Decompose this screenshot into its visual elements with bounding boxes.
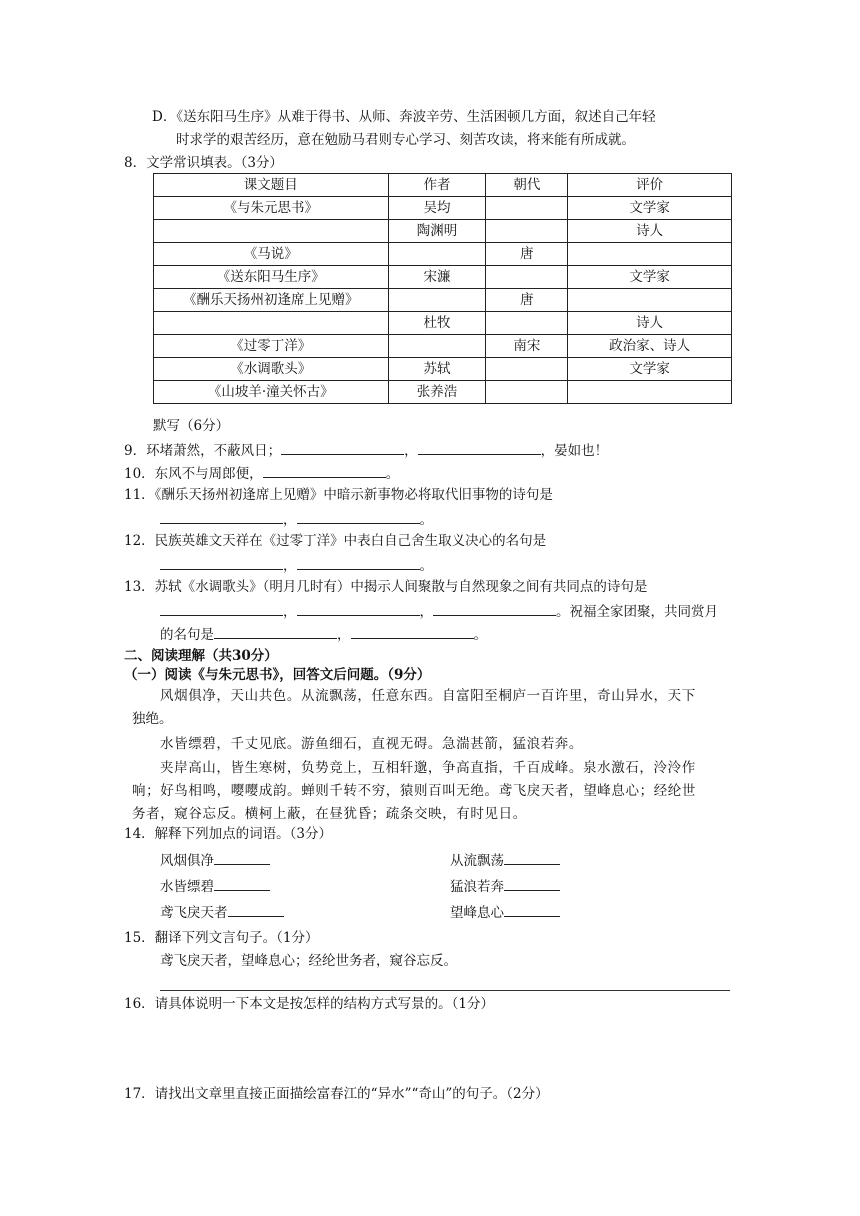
q14-blank-6[interactable] (504, 902, 560, 917)
cell-author: 苏轼 (388, 358, 486, 381)
cell-dynasty: 唐 (486, 243, 568, 266)
cell-author: 宋濂 (388, 266, 486, 289)
q9-comma: ， (404, 443, 418, 459)
q12-text: 12．民族英雄文天祥在《过零丁洋》中表白自己舍生取义决心的名句是 (124, 533, 547, 549)
q12-blank-2[interactable] (297, 555, 420, 570)
cell-evaluation: 文学家 (568, 197, 732, 220)
q13-blank-1[interactable] (160, 601, 283, 616)
cell-author[interactable] (388, 243, 486, 266)
cell-author: 张养浩 (388, 381, 486, 404)
cell-title: 《与朱元思书》 (154, 197, 389, 220)
q14-blank-2[interactable] (504, 850, 560, 865)
cell-evaluation: 文学家 (568, 266, 732, 289)
cell-title[interactable] (154, 220, 389, 243)
cell-author[interactable] (388, 335, 486, 358)
table-row (154, 220, 732, 243)
cell-evaluation[interactable] (568, 381, 732, 404)
q17-title: 17．请找出文章里直接正面描绘富春江的“异水”“奇山”的句子。（2分） (124, 1086, 549, 1102)
q9-blank-1[interactable] (281, 440, 404, 455)
q14-term-3: 水皆缥碧 (160, 879, 214, 895)
q15-answer-line[interactable] (160, 990, 730, 991)
cell-title: 《酬乐天扬州初逢席上见赠》 (154, 289, 389, 312)
q13-second-line (160, 624, 487, 644)
literature-table (153, 173, 732, 404)
dictation-title: 默写（6分） (153, 418, 230, 434)
q12-period: 。 (419, 558, 433, 574)
q14-item-6 (450, 902, 560, 922)
cell-dynasty[interactable] (486, 312, 568, 335)
cell-evaluation: 诗人 (568, 312, 732, 335)
q14-term-2: 从流飘荡 (450, 853, 504, 869)
passage-p3-line2: 响；好鸟相鸣，嘤嘤成韵。蝉则千转不穷，猿则百叫无绝。鸢飞戾天者，望峰息心；经纶世 (132, 783, 696, 799)
cell-title: 《水调歌头》 (154, 358, 389, 381)
q11-blank-2[interactable] (297, 509, 420, 524)
q11-period: 。 (419, 512, 433, 528)
part1-title: （一）阅读《与朱元思书》，回答文后问题。（9分） (124, 667, 431, 683)
q13-comma-1: ， (283, 604, 297, 620)
passage-p1-line2: 独绝。 (132, 711, 173, 727)
table-row (154, 335, 732, 358)
cell-dynasty[interactable] (486, 381, 568, 404)
section2-title: 二、阅读理解（共30分） (124, 648, 278, 664)
q14-blank-1[interactable] (214, 850, 270, 865)
q14-term-6: 望峰息心 (450, 905, 504, 921)
q13-comma-2: ， (419, 604, 433, 620)
cell-title: 《送东阳马生序》 (154, 266, 389, 289)
col-header-evaluation: 评价 (568, 174, 732, 197)
q13-continue: 。祝福全家团聚，共同赏月 (556, 604, 718, 620)
q11-text: 11．《酬乐天扬州初逢席上见赠》中暗示新事物必将取代旧事物的诗句是 (124, 487, 553, 503)
q14-item-1 (160, 850, 270, 870)
q12-comma: ， (283, 558, 297, 574)
col-header-title: 课文题目 (154, 174, 389, 197)
cell-author: 陶渊明 (388, 220, 486, 243)
q13-comma-3: ， (337, 627, 351, 643)
passage-p1-line1: 风烟俱净，天山共色。从流飘荡，任意东西。自富阳至桐庐一百许里，奇山异水，天下 (160, 688, 696, 704)
q9-text: 9．环堵萧然，不蔽风日； (124, 443, 282, 459)
cell-dynasty[interactable] (486, 266, 568, 289)
cell-evaluation: 政治家、诗人 (568, 335, 732, 358)
q10-end: 。 (385, 466, 400, 482)
q10 (124, 463, 399, 483)
q8-title: 8．文学常识填表。（3分） (124, 155, 283, 171)
q14-term-5: 鸢飞戾天者 (160, 905, 228, 921)
q12-blank-1[interactable] (160, 555, 283, 570)
q11-blank-1[interactable] (160, 509, 283, 524)
q15-title: 15．翻译下列文言句子。（1分） (124, 930, 319, 946)
q14-item-3 (160, 876, 270, 896)
table-row (154, 381, 732, 404)
q9-end: ，晏如也！ (540, 443, 609, 459)
q14-item-2 (450, 850, 560, 870)
cell-dynasty[interactable] (486, 220, 568, 243)
q15-sentence: 鸢飞戾天者，望峰息心；经纶世务者，窥谷忘反。 (160, 953, 457, 969)
col-header-dynasty: 朝代 (486, 174, 568, 197)
passage-p2: 水皆缥碧，千丈见底。游鱼细石，直视无碍。急湍甚箭，猛浪若奔。 (160, 736, 583, 752)
cell-dynasty: 南宋 (486, 335, 568, 358)
q14-item-4 (450, 876, 560, 896)
q13-lead: 的名句是 (160, 627, 214, 643)
q11-answer-line (160, 509, 433, 529)
cell-author: 杜牧 (388, 312, 486, 335)
passage-p3-line3: 务者，窥谷忘反。横柯上蔽，在昼犹昏；疏条交映，有时见日。 (132, 806, 527, 822)
table-row (154, 312, 732, 335)
cell-author: 吴均 (388, 197, 486, 220)
q10-blank[interactable] (263, 463, 386, 478)
cell-title: 《山坡羊·潼关怀古》 (154, 381, 389, 404)
cell-title: 《过零丁洋》 (154, 335, 389, 358)
q16-title: 16．请具体说明一下本文是按怎样的结构方式写景的。（1分） (124, 996, 495, 1012)
table-row (154, 358, 732, 381)
cell-dynasty[interactable] (486, 358, 568, 381)
table-row (154, 289, 732, 312)
cell-evaluation: 诗人 (568, 220, 732, 243)
q14-item-5 (160, 902, 284, 922)
q13-answer-line (160, 601, 718, 621)
cell-dynasty[interactable] (486, 197, 568, 220)
q13-blank-5[interactable] (351, 624, 474, 639)
passage-p3-line1: 夹岸高山，皆生寒树，负势竞上，互相轩邈，争高直指，千百成峰。泉水激石，泠泠作 (160, 760, 696, 776)
q7-option-d-line2: 时求学的艰苦经历，意在勉励马君则专心学习、刻苦攻读，将来能有所成就。 (176, 132, 635, 148)
q7-option-d-line1: D．《送东阳马生序》从难于得书、从师、奔波辛劳、生活困顿几方面，叙述自己年轻 (152, 109, 656, 125)
q13-period: 。 (473, 627, 487, 643)
table-row (154, 197, 732, 220)
q14-title: 14．解释下列加点的词语。（3分） (124, 826, 333, 842)
q10-text: 10．东风不与周郎便， (124, 466, 263, 482)
table-header-row (154, 174, 732, 197)
table-row (154, 243, 732, 266)
q13-blank-4[interactable] (214, 624, 337, 639)
q9-blank-2[interactable] (418, 440, 541, 455)
q11-comma: ， (283, 512, 297, 528)
q14-blank-3[interactable] (214, 876, 270, 891)
cell-evaluation[interactable] (568, 243, 732, 266)
cell-evaluation: 文学家 (568, 358, 732, 381)
table-row (154, 266, 732, 289)
cell-evaluation[interactable] (568, 289, 732, 312)
q13-blank-3[interactable] (433, 601, 556, 616)
cell-title[interactable] (154, 312, 389, 335)
q14-blank-5[interactable] (228, 902, 284, 917)
q14-term-4: 猛浪若奔 (450, 879, 504, 895)
q14-term-1: 风烟俱净 (160, 853, 214, 869)
q13-blank-2[interactable] (297, 601, 420, 616)
q14-blank-4[interactable] (504, 876, 560, 891)
cell-title: 《马说》 (154, 243, 389, 266)
q12-answer-line (160, 555, 433, 575)
col-header-author: 作者 (388, 174, 486, 197)
cell-author[interactable] (388, 289, 486, 312)
cell-dynasty: 唐 (486, 289, 568, 312)
q13-text: 13．苏轼《水调歌头》（明月几时有）中揭示人间聚散与自然现象之间有共同点的诗句是 (124, 579, 648, 595)
q9 (124, 440, 608, 460)
